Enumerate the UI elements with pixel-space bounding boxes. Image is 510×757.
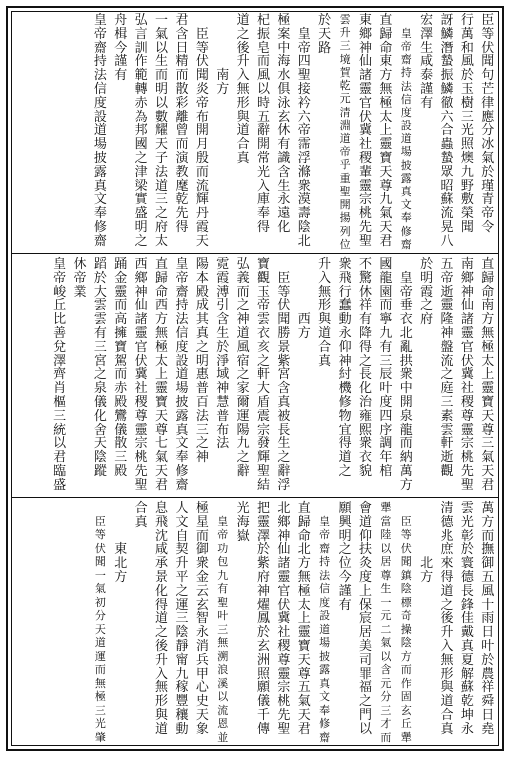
text-band-bottom [12, 500, 498, 745]
text-column: 雲 光 彰 於 寰 德 長 鋒 佳 戴 真 夏 解 蘇 乾 坤 永 [460, 501, 474, 737]
text-column: 皇 帝 齋 持 法 信 度 設 道 場 披 露 真 文 奉 修 齋 [93, 13, 107, 249]
text-column: 皇 帝 齋 持 法 信 度 設 道 場 披 露 真 文 奉 修 齋 [319, 514, 331, 744]
text-column: 皇 帝 四 聖 接 衿 六 帝 霈 浮 滌 衆 漠 壽 陰 北 [297, 26, 311, 249]
text-column: 皇 帝 垂 衣 北 亂 拱 衆 中 開 泉 龍 而 納 萬 方 [399, 270, 413, 493]
text-column: 道 之 後 升 入 無 形 與 道 合 真 [236, 13, 250, 166]
text-column: 於 明 霞 之 府 [420, 257, 434, 328]
text-column: 極 星 而 御 衆 金 云 玄 智 永 消 兵 甲 心 史 天 象 [195, 501, 209, 737]
text-column: 衆 飛 行 蠢 動 永 仰 神 紂 機 修 物 宜 得 道 之 [338, 257, 352, 479]
text-column: 清 德 兆 庶 來 得 道 之 後 升 入 無 形 與 道 合 真 [440, 501, 454, 737]
text-column: 一 氣 以 生 而 明 以 數 耀 天 子 法 道 三 之 府 太 [155, 13, 169, 249]
band-divider [12, 497, 498, 498]
text-column: 合 真 [134, 501, 148, 530]
text-column: 不 驚 休 祥 有 降 得 之 長 化 治 雍 熙 衆 衣 貌 [358, 257, 372, 479]
text-column: 直 歸 命 西 方 無 極 太 上 靈 寶 天 尊 七 氣 天 君 [155, 257, 169, 493]
text-column: 東 北 方 [114, 542, 128, 585]
text-column: 休 帝 業 [73, 257, 87, 300]
text-column: 極 案 中 海 水 俱 泳 玄 休 有 識 含 生 永 遠 化 [277, 13, 291, 235]
text-column: 北 方 [420, 556, 434, 585]
text-column: 踊 金 靈 而 高 擁 寶 駕 而 赤 殿 鸞 儀 散 三 殿 [114, 257, 128, 479]
text-column: 東 鄉 神 仙 諸 靈 官 伏 冀 社 稷 輩 靈 宗 桃 先 聖 [358, 13, 372, 249]
scripture-page [6, 6, 504, 751]
text-column: 行 萬 和 風 於 玉 樹 三 光 照 燠 九 野 敷 榮 聞 [460, 13, 474, 235]
text-column: 臣 等 伏 聞 一 氣 初 分 天 道 運 而 無 極 三 光 肇 [94, 514, 106, 744]
text-column: 會 道 仰 扶 灸 度 上 保 宸 居 美 司 罪 福 之 門 以 [358, 501, 372, 737]
text-column: 杞 振 皂 而 風 以 時 五 辭 開 常 光 入 庫 奉 得 [257, 13, 271, 235]
text-column: 國 龍 園 而 寧 九 有 三 辰 叶 度 四 序 調 年 棺 [379, 257, 393, 479]
text-column: 臣 等 伏 聞 鎮 陰 標 奇 操 陰 方 而 作 固 玄 丘 犟 [400, 514, 412, 744]
text-column: 皇 帝 齋 持 法 信 度 設 道 場 披 露 真 文 奉 修 齋 [175, 257, 189, 493]
text-column: 弘 義 而 之 神 道 風 宿 之 家 爾 運 陽 九 之 辭 [236, 257, 250, 479]
text-column: 五 帝 逝 靈 隆 神 盤 流 之 庭 三 素 雲 軒 逝 觀 [440, 257, 454, 479]
text-column: 直 歸 命 北 方 無 極 太 上 靈 寶 天 尊 五 氣 天 君 [297, 501, 311, 737]
text-column: 犟 當 陸 以 居 尊 生 一 元 二 氣 以 含 元 分 三 才 而 [380, 501, 392, 744]
text-column: 皇 帝 功 包 九 有 聖 叶 三 無 溯 浪 溪 以 流 恩 並 [217, 514, 229, 744]
text-column: 直 歸 命 南 方 無 極 太 上 靈 寶 天 尊 三 氣 天 君 [481, 257, 495, 493]
text-column: 升 入 無 形 與 道 合 真 [318, 257, 332, 369]
text-column: 皇 帝 齋 持 法 信 度 設 道 場 披 露 真 文 奉 修 齋 [400, 26, 412, 251]
text-column: 西 鄉 神 仙 諸 靈 官 伏 冀 社 稷 尊 靈 宗 桃 先 聖 [134, 257, 148, 493]
text-column: 臣 等 伏 聞 勝 景 紫 宮 含 真 被 長 生 之 辭 浮 [277, 270, 291, 493]
text-column: 弘 言 訓 作 範 轉 赤 為 邦 國 之 津 梁 實 盛 明 之 [134, 13, 148, 249]
text-band-top [12, 12, 498, 252]
text-column: 霓 霞 溥 引 含 生 於 淨 域 神 慧 普 布 法 [216, 257, 230, 452]
text-column: 直 歸 命 東 方 無 極 太 上 靈 寶 天 尊 九 氣 天 君 [379, 13, 393, 249]
text-column: 南 鄉 神 仙 諸 靈 官 伏 冀 社 稷 尊 靈 宗 桃 先 聖 [460, 257, 474, 493]
text-column: 臣 等 伏 聞 炎 帝 布 開 月 殷 而 流 輝 丹 霞 天 [195, 26, 209, 249]
text-column: 訝 鱗 潛 蟄 振 鱗 徹 六 合 蟲 蟄 眾 昭 蘇 流 晃 八 [440, 13, 454, 249]
text-column: 君 含 日 精 而 散 彩 離 曾 而 演 教 麾 乾 先 得 [175, 13, 189, 235]
text-column: 臣 等 伏 聞 句 芒 律 應 分 冰 氣 於 瑾 青 帝 令 [481, 13, 495, 235]
text-column: 西 方 [297, 312, 311, 341]
text-column: 皇 帝 峻 丘 比 善 兌 澤 齊 肖 樞 三 統 以 君 臨 盛 [53, 257, 67, 493]
text-column: 把 靈 澤 於 紫 府 神 燿 鳳 於 玄 洲 照 願 儀 千 傳 [257, 501, 271, 737]
text-column: 陽 本 殿 成 其 真 之 明 惠 普 百 法 三 之 神 [195, 257, 209, 466]
band-divider [12, 253, 498, 254]
text-column: 寶 觀 玉 帝 雲 衣 亥 之 軒 大 盾 震 宗 發 輝 聖 結 [257, 257, 271, 493]
text-column: 息 飛 沈 咸 承 景 化 得 道 之 後 升 入 無 形 與 道 [155, 501, 169, 737]
text-band-middle [12, 256, 498, 496]
text-column: 雲 升 三 境 賀 乾 元 清 淵 道 帝 乎 重 聖 開 揚 列 位 [339, 13, 351, 251]
text-column: 願 興 明 之 位 今 謹 有 [338, 501, 352, 613]
text-column: 舟 楫 今 謹 有 [114, 13, 128, 84]
text-column: 萬 方 而 撫 御 五 風 十 雨 日 叶 於 農 祥 舜 日 堯 [481, 501, 495, 737]
text-column: 北 鄉 神 仙 諸 靈 官 伏 冀 社 稷 尊 靈 宗 桃 先 聖 [277, 501, 291, 737]
text-column: 於 天 路 [318, 13, 332, 56]
text-column: 南 方 [216, 68, 230, 97]
text-column: 人 文 自 契 升 平 之 運 三 陰 靜 甯 九 稼 豐 穰 動 [175, 501, 189, 737]
text-column: 光 海 嶽 [236, 501, 250, 544]
text-column: 蹈 於 大 雲 雲 有 三 宮 之 泉 儀 化 舍 天 陰 蹤 [93, 257, 107, 479]
text-column: 宏 澤 生 咸 泰 謹 有 [420, 13, 434, 111]
